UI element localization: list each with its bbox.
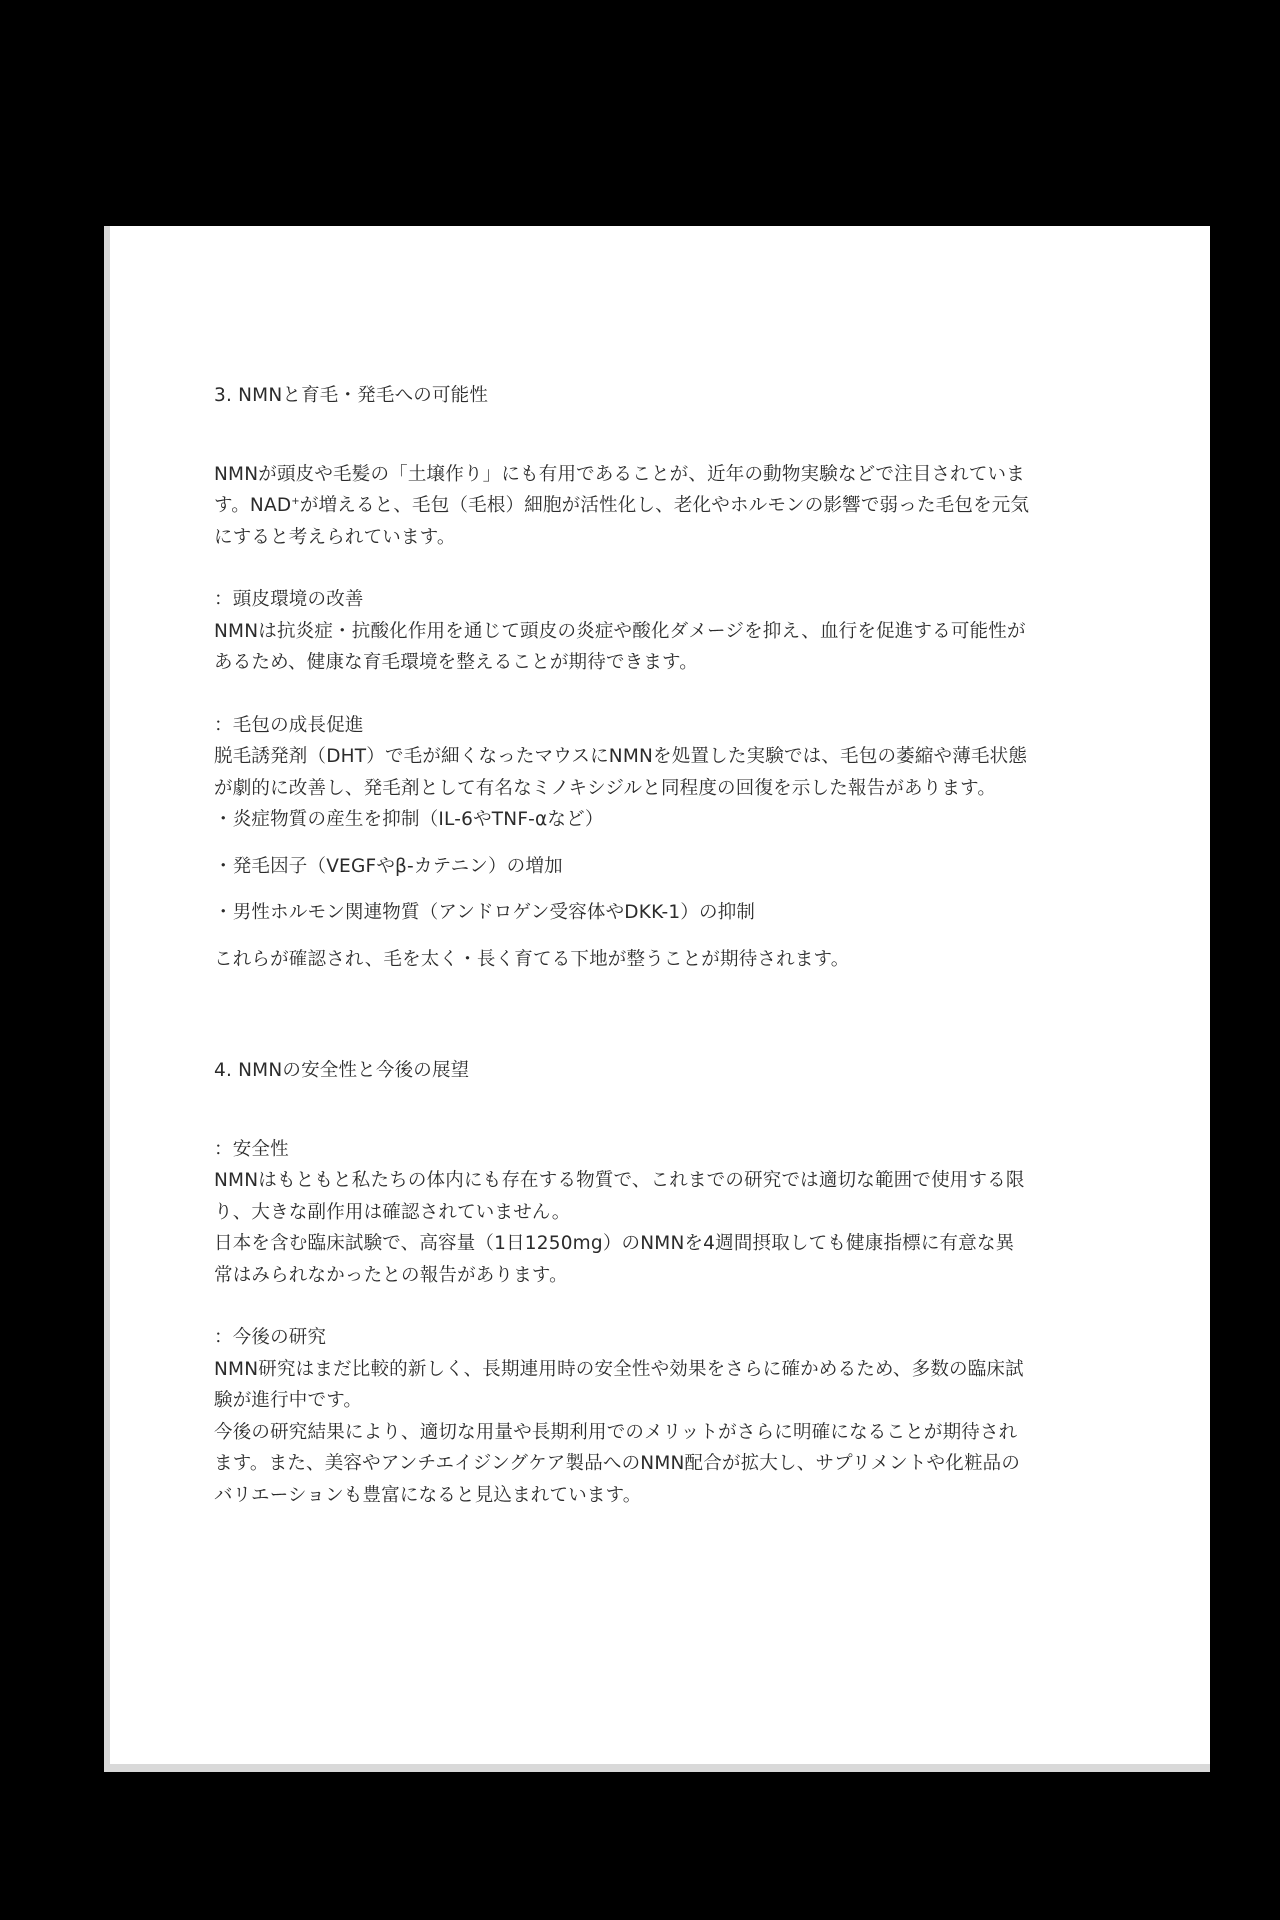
subsection-title: ：今後の研究 — [214, 1327, 327, 1348]
scalp-environment-block — [214, 584, 1114, 679]
paragraph-line: NMNが頭皮や毛髪の「土壌作り」にも有用であることが、近年の動物実験などで注目されていま — [214, 463, 1025, 485]
conclusion-text: これらが確認され、毛を太く・長く育てる下地が整うことが期待されます。 — [214, 948, 850, 970]
paragraph-line: ます。また、美容やアンチエイジングケア製品へのNMN配合が拡大し、サプリメントや化粧品の — [214, 1453, 1021, 1474]
paragraph-line: 今後の研究結果により、適切な用量や長期利用でのメリットがさらに明確になることが期待され — [214, 1421, 1018, 1443]
paragraph-line: あるため、健康な育毛環境を整えることが期待できます。 — [214, 652, 698, 673]
follicle-growth-block — [214, 710, 1114, 976]
paragraph-line: り、大きな副作用は確認されていません。 — [214, 1201, 571, 1223]
section-4-heading: 4. NMNの安全性と今後の展望 — [214, 1060, 470, 1081]
paragraph-line: NMNは抗炎症・抗酸化作用を通じて頭皮の炎症や酸化ダメージを抑え、血行を促進する可能性が — [214, 620, 1026, 642]
paragraph-line: NMN研究はまだ比較的新しく、長期連用時の安全性や効果をさらに確かめるため、多数の臨床試 — [214, 1358, 1024, 1380]
paragraph-line: 験が進行中です。 — [214, 1390, 363, 1411]
future-research-block — [214, 1322, 1114, 1511]
subsection-title: ：毛包の成長促進 — [214, 714, 364, 736]
subsection-title: ：頭皮環境の改善 — [214, 589, 364, 610]
paragraph-line — [214, 490, 1114, 522]
list-item: ・発毛因子（VEGFやβ-カテニン）の増加 — [214, 855, 563, 877]
paragraph-text: が増えると、毛包（毛根）細胞が活性化し、老化やホルモンの影響で弱った毛包を元気 — [299, 495, 1030, 516]
list-item: ・男性ホルモン関連物質（アンドロゲン受容体やDKK-1）の抑制 — [214, 902, 756, 923]
document-page — [104, 226, 1210, 1772]
section-3-intro — [214, 459, 1114, 554]
paragraph-line: が劇的に改善し、発毛剤として有名なミノキシジルと同程度の回復を示した報告があります。 — [214, 777, 997, 799]
paragraph-line: バリエーションも豊富になると見込まれています。 — [214, 1484, 642, 1506]
paragraph-line: にすると考えられています。 — [214, 526, 456, 548]
safety-block — [214, 1134, 1114, 1292]
superscript-plus: + — [291, 495, 300, 507]
paragraph-line: 日本を含む臨床試験で、高容量（1日1250mg）のNMNを4週間摂取しても健康指標に有意な異 — [214, 1233, 1015, 1254]
document-content — [214, 380, 1114, 1511]
section-3-heading: 3. NMNと育毛・発毛への可能性 — [214, 385, 489, 406]
paragraph-line: 脱毛誘発剤（DHT）で毛が細くなったマウスにNMNを処置した実験では、毛包の萎縮や薄毛状態 — [214, 746, 1028, 767]
subsection-title: ：安全性 — [214, 1138, 289, 1160]
paragraph-text: す。NAD — [214, 495, 292, 516]
paragraph-line: 常はみられなかったとの報告があります。 — [214, 1264, 568, 1286]
paragraph-line: NMNはもともと私たちの体内にも存在する物質で、これまでの研究では適切な範囲で使用する限 — [214, 1170, 1025, 1191]
list-item: ・炎症物質の産生を抑制（IL-6やTNF-αなど） — [214, 809, 604, 830]
